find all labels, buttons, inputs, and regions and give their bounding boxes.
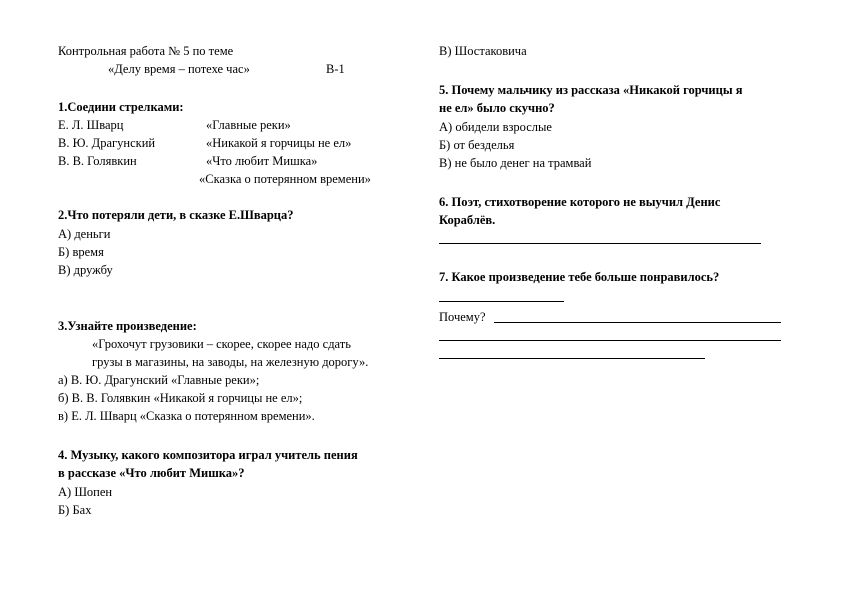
q5-title-line-1: 5. Почему мальчику из рассказа «Никакой горчицы я bbox=[439, 83, 743, 97]
q1-work-1: «Главные реки» bbox=[206, 118, 291, 132]
q4-option-a: А) Шопен bbox=[58, 485, 113, 499]
q7-answer-line[interactable] bbox=[439, 301, 564, 302]
q3-option-c: в) Е. Л. Шварц «Сказка о потерянном времени». bbox=[58, 409, 315, 423]
q5-option-a: А) обидели взрослые bbox=[439, 120, 552, 134]
variant-label: В-1 bbox=[326, 62, 345, 76]
q2-title: 2.Что потеряли дети, в сказке Е.Шварца? bbox=[58, 208, 294, 222]
q7-why-label: Почему? bbox=[439, 310, 486, 324]
q6-answer-line[interactable] bbox=[439, 243, 761, 244]
q5-title-line-2: не ел» было скучно? bbox=[439, 101, 555, 115]
q7-why-line-1[interactable] bbox=[494, 322, 781, 323]
q3-option-a: а) В. Ю. Драгунский «Главные реки»; bbox=[58, 373, 260, 387]
worksheet-topic: «Делу время – потехе час» bbox=[108, 62, 250, 76]
q2-option-a: А) деньги bbox=[58, 227, 111, 241]
q7-why-line-3[interactable] bbox=[439, 358, 705, 359]
q4-option-b: Б) Бах bbox=[58, 503, 92, 517]
q1-title: 1.Соедини стрелками: bbox=[58, 100, 184, 114]
worksheet-title: Контрольная работа № 5 по теме bbox=[58, 44, 234, 58]
q3-option-b: б) В. В. Голявкин «Никакой я горчицы не ел»; bbox=[58, 391, 303, 405]
q3-title: 3.Узнайте произведение: bbox=[58, 319, 197, 333]
q3-quote-line-1: «Грохочут грузовики – скорее, скорее надо сдать bbox=[92, 337, 351, 351]
q1-author-2: В. Ю. Драгунский bbox=[58, 136, 156, 150]
q1-work-2: «Никакой я горчицы не ел» bbox=[206, 136, 352, 150]
q5-option-b: Б) от безделья bbox=[439, 138, 515, 152]
q3-quote-line-2: грузы в магазины, на заводы, на железную дорогу». bbox=[92, 355, 369, 369]
q6-title-line-1: 6. Поэт, стихотворение которого не выучил Денис bbox=[439, 195, 721, 209]
q1-work-3: «Что любит Мишка» bbox=[206, 154, 318, 168]
q4-title-line-2: в рассказе «Что любит Мишка»? bbox=[58, 466, 245, 480]
q6-title-line-2: Кораблёв. bbox=[439, 213, 496, 227]
q5-option-c: В) не было денег на трамвай bbox=[439, 156, 592, 170]
q7-why-line-2[interactable] bbox=[439, 340, 781, 341]
q1-work-4: «Сказка о потерянном времени» bbox=[199, 172, 371, 186]
q1-author-1: Е. Л. Шварц bbox=[58, 118, 124, 132]
q2-option-c: В) дружбу bbox=[58, 263, 113, 277]
q4-option-c: В) Шостаковича bbox=[439, 44, 527, 58]
q4-title-line-1: 4. Музыку, какого композитора играл учитель пения bbox=[58, 448, 358, 462]
q2-option-b: Б) время bbox=[58, 245, 104, 259]
q7-title: 7. Какое произведение тебе больше понравилось? bbox=[439, 270, 720, 284]
q1-author-3: В. В. Голявкин bbox=[58, 154, 137, 168]
